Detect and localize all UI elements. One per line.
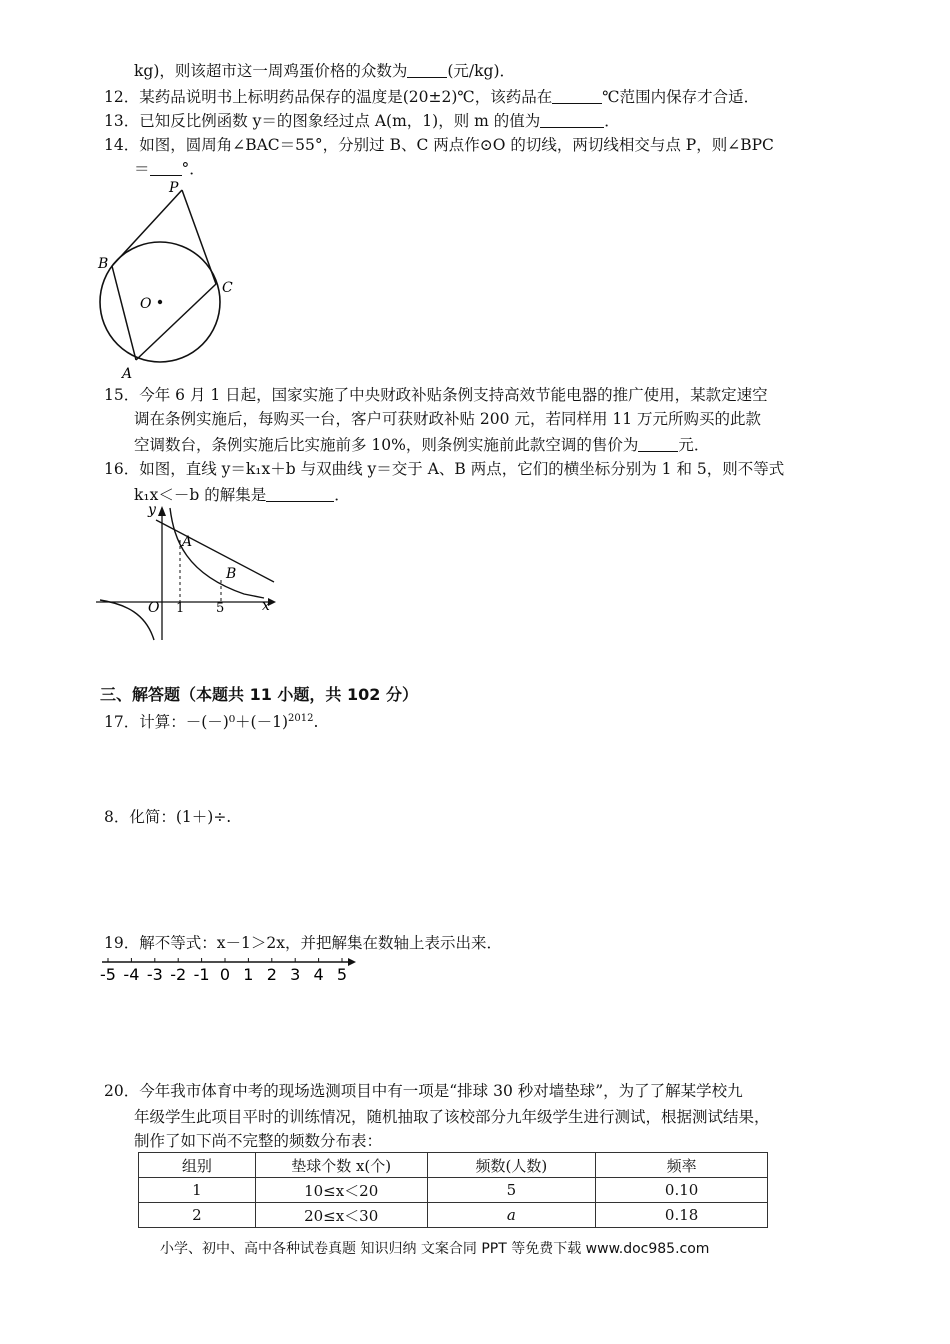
q12-answer-blank[interactable]: [552, 87, 602, 104]
header-cell: 组别: [139, 1153, 256, 1178]
label-x: x: [262, 598, 270, 614]
q20-line3: 制作了如下尚不完整的频数分布表：: [134, 1132, 383, 1150]
q13-text-b: ．: [604, 112, 620, 130]
label-point-b: B: [226, 566, 237, 582]
q12-number: 12．: [104, 88, 140, 106]
label-o: O: [140, 296, 152, 312]
q12-text-a: 某药品说明书上标明药品保存的温度是(20±2)℃，该药品在: [139, 88, 553, 106]
q15-line3-b: 元．: [678, 436, 710, 454]
table-cell: 5: [427, 1178, 596, 1203]
label-point-a: A: [182, 534, 193, 550]
q14-answer-blank[interactable]: [150, 159, 182, 176]
question-18: 8．化简：(1＋)÷.: [104, 808, 232, 826]
table-cell: 10≤x＜20: [255, 1178, 427, 1203]
table-row: [139, 1178, 768, 1203]
question-20: [104, 1080, 743, 1102]
q17-number: 17．: [104, 713, 140, 732]
label-c: C: [222, 280, 233, 296]
q13-answer-blank[interactable]: [540, 111, 604, 128]
number-line-label: 3: [290, 965, 301, 984]
table-cell: 20≤x＜30: [255, 1203, 427, 1228]
q16-number: 16．: [104, 460, 140, 478]
footer-text: 小学、初中、高中各种试卷真题 知识归纳 文案合同 PPT 等免费下载 www.doc985.com: [160, 1241, 710, 1257]
q15-line3-a: 空调数台，条例实施后比实施前多 10%，则条例实施前此款空调的售价为: [134, 436, 639, 454]
q19-number: 19．: [104, 934, 140, 952]
label-p: P: [169, 180, 179, 196]
label-a: A: [122, 366, 133, 382]
q15-number: 15．: [104, 386, 140, 404]
q14-line2-b: °．: [181, 160, 205, 178]
q11-tail-text: kg)，则该超市这一周鸡蛋价格的众数为: [134, 62, 408, 80]
question-19: [104, 932, 502, 954]
q13-number: 13．: [104, 112, 140, 130]
hyperbola-branch-1: [170, 508, 264, 598]
number-line-label: -4: [123, 965, 140, 984]
chord-ba: [112, 266, 136, 360]
q11-answer-blank[interactable]: [407, 61, 447, 78]
table-cell: a: [427, 1203, 596, 1228]
number-line-label: 1: [243, 965, 254, 984]
y-axis-arrow: [158, 506, 166, 516]
table-header-row: [139, 1153, 768, 1178]
center-point: [158, 300, 162, 304]
q16-graph-figure: [96, 500, 280, 642]
table-cell: 2: [139, 1203, 256, 1228]
label-b: B: [98, 256, 109, 272]
label-origin: O: [148, 600, 160, 616]
number-line-label: 0: [219, 965, 231, 984]
label-y: y: [148, 502, 156, 518]
header-cell: 频率: [596, 1153, 768, 1178]
section-3-heading: 三、解答题（本题共 11 小题，共 102 分）: [100, 685, 418, 704]
hyperbola-branch-3: [100, 600, 154, 640]
q15-answer-blank[interactable]: [638, 435, 678, 452]
number-line-label: -1: [193, 965, 210, 984]
label-tick-1: 1: [176, 601, 185, 616]
question-12: [104, 86, 759, 108]
header-cell: 垫球个数 x(个): [255, 1153, 427, 1178]
q15-line1: 今年 6 月 1 日起，国家实施了中央财政补贴条例支持高效节能电器的推广使用，某款定速空: [139, 386, 768, 404]
number-line-label: 5: [336, 965, 348, 984]
number-line-label: 2: [266, 965, 277, 984]
table-row: [139, 1203, 768, 1228]
number-line: [98, 952, 362, 986]
q20-number: 20．: [104, 1082, 140, 1100]
question-13: [104, 110, 620, 132]
q14-line2-a: ＝: [134, 160, 150, 178]
table-cell: 0.10: [596, 1178, 768, 1203]
label-tick-5: 5: [216, 601, 225, 616]
q16-line2-a: k₁x＜－b 的解集是: [134, 486, 267, 504]
table-cell: 1: [139, 1178, 256, 1203]
number-line-arrow: [348, 958, 356, 966]
q15-line3: [134, 434, 709, 456]
q11-unit: (元/kg)．: [447, 62, 516, 80]
question-17: [104, 708, 318, 733]
q16-line2-b: ．: [334, 486, 350, 504]
q17-exponent: 2012: [288, 713, 314, 724]
q20-line1: 今年我市体育中考的现场选测项目中有一项是“排球 30 秒对墙垫球”，为了了解某学校九: [139, 1082, 743, 1100]
q12-text-b: ℃范围内保存才合适．: [602, 88, 760, 106]
number-line-label: -3: [146, 965, 163, 984]
number-line-label: 4: [313, 965, 324, 984]
q13-text-a: 已知反比例函数 y＝的图象经过点 A(m，1)，则 m 的值为: [139, 112, 541, 130]
question-15: [104, 384, 768, 406]
tangent-pb: [112, 190, 182, 266]
q15-line2: 调在条例实施后，每购买一台，客户可获财政补贴 200 元，若同样用 11 万元所购买的此款: [134, 410, 762, 428]
table-cell: 0.18: [596, 1203, 768, 1228]
tangent-pc: [182, 190, 216, 284]
q17-text: 计算：－(－)⁰＋(－1): [139, 713, 288, 732]
q17-end: .: [313, 713, 319, 732]
q14-line1: 如图，圆周角∠BAC＝55°，分别过 B、C 两点作⊙O 的切线，两切线相交与点 P，则∠BPC: [139, 136, 774, 154]
q16-line1: 如图，直线 y＝k₁x＋b 与双曲线 y＝交于 A、B 两点，它们的横坐标分别为 1 和 5，则不等式: [139, 460, 785, 478]
line-k1x-b: [156, 520, 274, 582]
header-cell: 频数(人数): [427, 1153, 596, 1178]
frequency-table: [138, 1152, 768, 1228]
q20-line2: 年级学生此项目平时的训练情况，随机抽取了该校部分九年级学生进行测试，根据测试结果，: [134, 1108, 770, 1126]
number-line-label: -2: [170, 965, 187, 984]
number-line-label: -5: [100, 965, 116, 984]
q14-number: 14．: [104, 136, 140, 154]
question-14: [104, 134, 774, 156]
q11-tail-line: [134, 60, 515, 82]
question-16: [104, 458, 784, 480]
q19-text: 解不等式：x－1＞2x，并把解集在数轴上表示出来．: [139, 934, 502, 952]
q14-circle-figure: [94, 176, 244, 382]
